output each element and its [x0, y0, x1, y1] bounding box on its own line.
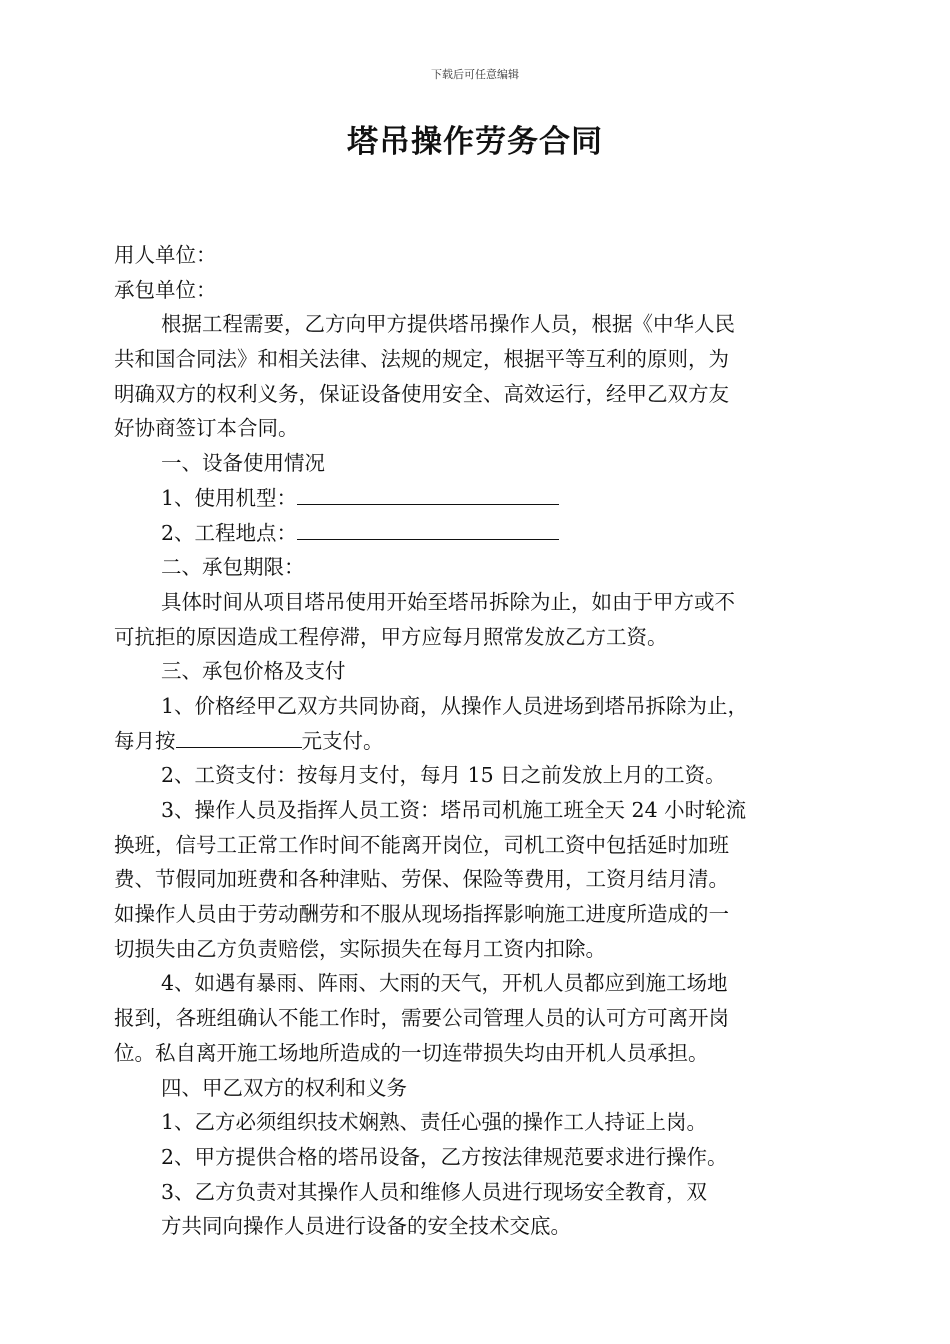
section4-item3-line: 方共同向操作人员进行设备的安全技术交底。: [161, 1214, 571, 1239]
section3-item3-line: 换班，信号工正常工作时间不能离开岗位，司机工资中包括延时加班: [114, 832, 729, 857]
employer-line: 用人单位：: [114, 243, 217, 267]
section3-item3-line: 如操作人员由于劳动酬劳和不服从现场指挥影响施工进度所造成的一: [114, 902, 729, 927]
preamble-line: 明确双方的权利义务，保证设备使用安全、高效运行，经甲乙双方友: [114, 381, 729, 406]
contract-title: 塔吊操作劳务合同: [347, 124, 603, 160]
preamble-line: 好协商签订本合同。: [114, 416, 299, 441]
section3-item3-line: 切损失由乙方负责赔偿，实际损失在每月工资内扣除。: [114, 936, 606, 961]
header-note: 下载后可任意编辑: [431, 68, 519, 81]
section2-line: 具体时间从项目塔吊使用开始至塔吊拆除为止，如由于甲方或不: [161, 589, 735, 614]
section3-item4-line: 位。私自离开施工场地所造成的一切连带损失均由开机人员承担。: [114, 1040, 709, 1065]
machine-model-field[interactable]: [297, 482, 559, 505]
contract-body: [114, 238, 840, 1244]
monthly-payment-row: [114, 724, 840, 759]
section4-heading: 四、甲乙双方的权利和义务: [161, 1075, 407, 1100]
preamble-line: 根据工程需要，乙方向甲方提供塔吊操作人员，根据《中华人民: [161, 312, 735, 337]
section1-heading: 一、设备使用情况: [161, 451, 325, 476]
section4-item3-line: 3、乙方负责对其操作人员和维修人员进行现场安全教育，双: [161, 1179, 708, 1204]
project-site-row: [114, 516, 840, 551]
section3-item3-line: 3、操作人员及指挥人员工资：塔吊司机施工班全天 24 小时轮流: [161, 798, 747, 822]
section3-item4-line: 4、如遇有暴雨、阵雨、大雨的天气，开机人员都应到施工场地: [161, 971, 728, 996]
preamble-line: 共和国合同法》和相关法律、法规的规定，根据平等互利的原则，为: [114, 347, 729, 372]
section3-item4-line: 报到，各班组确认不能工作时，需要公司管理人员的认可方可离开岗: [114, 1006, 729, 1031]
project-site-label: 2、工程地点：: [161, 520, 298, 545]
section4-item1: 1、乙方必须组织技术娴熟、责任心强的操作工人持证上岗。: [161, 1110, 708, 1135]
section2-line: 可抗拒的原因造成工程停滞，甲方应每月照常发放乙方工资。: [114, 624, 668, 649]
project-site-field[interactable]: [297, 517, 559, 540]
section4-item2: 2、甲方提供合格的塔吊设备，乙方按法律规范要求进行操作。: [161, 1144, 728, 1169]
section3-heading: 三、承包价格及支付: [161, 659, 346, 684]
monthly-payment-suffix: 元支付。: [301, 728, 384, 753]
machine-model-label: 1、使用机型：: [161, 485, 298, 510]
section3-item2: 2、工资支付：按每月支付，每月 15 日之前发放上月的工资。: [161, 763, 726, 788]
section3-item1-line: 1、价格经甲乙双方共同协商，从操作人员进场到塔吊拆除为止，: [161, 693, 749, 718]
monthly-payment-field[interactable]: [176, 725, 302, 748]
contractor-line: 承包单位：: [114, 277, 217, 302]
machine-model-row: [114, 481, 840, 516]
section3-item3-line: 费、节假同加班费和各种津贴、劳保、保险等费用，工资月结月清。: [114, 867, 729, 892]
section2-heading: 二、承包期限：: [161, 555, 305, 580]
monthly-payment-prefix: 每月按: [114, 728, 176, 753]
